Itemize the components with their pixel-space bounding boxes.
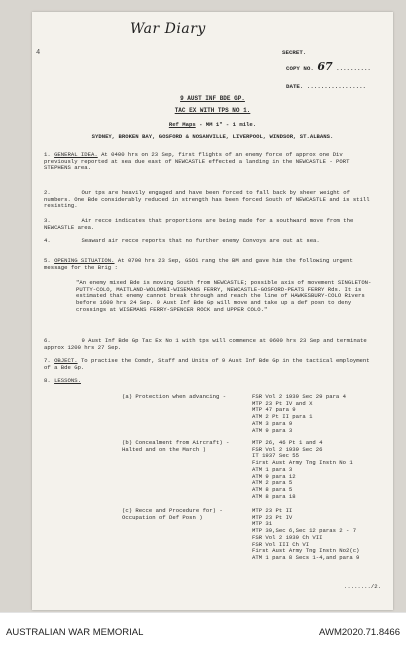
lesson-b-refs <box>252 440 353 500</box>
reference: MTP 23 Pt IV <box>252 513 293 521</box>
paragraph-title: OPENING SITUATION. <box>54 257 115 264</box>
classification-label: SECRET. <box>282 49 307 56</box>
lesson-a-refs <box>252 394 346 434</box>
date-label <box>286 84 366 91</box>
reference: ATM 2 para 5 <box>252 479 293 487</box>
paragraph-title: OBJECT. <box>54 357 78 364</box>
reference: MTP 31 <box>252 520 273 528</box>
reference: MTP 23 Pt II <box>252 507 293 514</box>
lesson-b-label: (b) Concealment from Aircraft) - Halted and on the March ) <box>122 439 230 453</box>
paragraph-number: 3. <box>44 217 51 224</box>
handwritten-title: War Diary <box>130 21 206 37</box>
reference: ATM 3 para 9 <box>252 419 293 427</box>
paragraph-text: Our tps are heavily engaged and have been forced to fall back by sheer weight of numbers. One Bde considerably reduced in strength has been forced South of NEWCASTLE and is still resisting. <box>44 189 370 210</box>
reference: ATM 2 Pt II para 1 <box>252 413 313 421</box>
copy-label-text: COPY NO. <box>286 65 314 72</box>
paragraph-number: 5. <box>44 257 51 264</box>
paragraph-title: GENERAL IDEA. <box>54 151 98 158</box>
paragraph-3 <box>44 218 374 231</box>
reference: ATM 1 para 8 Secs 1-4,and para 9 <box>252 553 360 561</box>
paragraph-number: 4. <box>44 237 51 244</box>
copy-label <box>286 60 371 73</box>
paragraph-1 <box>44 152 374 172</box>
lesson-c-refs <box>252 508 359 562</box>
copy-dots: .......... <box>336 65 371 72</box>
reference: MTP 47 para 9 <box>252 406 296 414</box>
heading-exercise: TAC EX WITH TPS NO 1. <box>174 107 251 114</box>
lesson-c-label: (c) Recce and Procedure for) - Occupation of Def Posn ) <box>122 507 223 521</box>
ref-maps-label: Ref Maps <box>168 121 196 128</box>
date-dots: ................. <box>306 83 367 90</box>
reference: FSR Vol III Ch VI <box>252 540 310 548</box>
paragraph-number: 1. <box>44 151 51 158</box>
paragraph-6 <box>44 338 374 351</box>
reference: First Aust Army Tng Instn No2(c) <box>252 547 360 555</box>
paragraph-number: 7. <box>44 357 51 364</box>
reference: FSR Vol 2 1939 Sec 29 para 4 <box>252 393 346 400</box>
copy-number: 67 <box>317 60 333 73</box>
map-sheets: SYDNEY, BROKEN BAY, GOSFORD & NOSANVILLE, LIVERPOOL, WINDSOR, ST.ALBANS. <box>91 133 334 140</box>
paragraph-2 <box>44 190 374 210</box>
reference: ATM 8 para 5 <box>252 485 293 493</box>
reference: FSR Vol 2 1939 Sec 26 <box>252 445 323 453</box>
reference: IT 1937 Sec 55 <box>252 452 299 460</box>
reference: First Aust Army Tng Instn No 1 <box>252 459 353 467</box>
reference: ATM 1 para 3 <box>252 465 293 473</box>
paragraph-5 <box>44 258 374 271</box>
reference: ATM 9 para 12 <box>252 472 296 480</box>
paragraph-text: 9 Aust Inf Bde Gp Tac Ex No 1 with tps will commence at 0600 hrs 23 Sep and terminate approx 1200 hrs 27 Sep. <box>44 337 367 351</box>
footer-institution: AUSTRALIAN WAR MEMORIAL <box>6 627 144 638</box>
heading-brigade: 9 AUST INF BDE GP. <box>180 95 245 102</box>
lesson-a-label: (a) Protection when advancing - <box>122 393 227 400</box>
urgent-message-quote: "An enemy mixed Bde is moving South from NEWCASTLE; possible axis of movement SINGLETON-PUTTY-COLO, MAITLAND-WOLOMBI-WISEMANS FERRY, NEWCASTLE-GOSFORD-PEATS FERRY Rds. It is estimated that enemy cannot break through and reach the line of HAWKESBURY-COLO Rivers before 1600 hrs 24 Sep. 9 Aust Inf Bde Gp will move and take up a def posn to deny crossings at WISEMANS FERRY-SPENCER ROCK and UPPER COLO." <box>76 279 372 313</box>
paragraph-number: 8. <box>44 377 51 384</box>
paragraph-7 <box>44 358 374 371</box>
paragraph-8 <box>44 378 374 385</box>
paragraph-text: At 0400 hrs on 23 Sep, first flights of an enemy force of approx one Div previously reported at sea due east of NEWCASTLE effected a landing in the NEWCASTLE - PORT STEPHENS area. <box>44 151 350 172</box>
paragraph-text: At 0700 hrs 23 Sep, GSO1 rang the BM and gave him the following urgent message for the Brig : <box>44 257 353 271</box>
reference: MTP 39,Sec 6,Sec 12 paras 2 - 7 <box>252 527 357 535</box>
paragraph-title: LESSONS. <box>54 377 81 384</box>
reference: MTP 23 Pt IV and X <box>252 399 313 407</box>
document-page <box>32 12 393 610</box>
footer-accession-number: AWM2020.71.8466 <box>319 627 400 638</box>
paragraph-number: 6. <box>44 337 51 344</box>
paragraph-number: 2. <box>44 189 51 196</box>
continuation-mark: ......../2. <box>344 583 381 590</box>
page-mark: 4 <box>36 49 41 57</box>
paragraph-text: To practise the Comdr, Staff and Units of 9 Aust Inf Bde Gp in the tactical employment of a Bde Gp. <box>44 357 370 371</box>
ref-maps-text: - MM 1" - 1 mile. <box>199 121 257 128</box>
reference: MTP 26, 46 Pt 1 and 4 <box>252 439 323 446</box>
ref-maps-line <box>32 122 393 129</box>
paragraph-text: Air recce indicates that proportions are being made for a southward move from the NEWCASTLE area. <box>44 217 354 231</box>
reference: FSR Vol 2 1939 Ch VII <box>252 533 323 541</box>
archive-footer <box>0 612 406 654</box>
paragraph-4 <box>44 238 374 245</box>
date-label-text: DATE. <box>286 83 304 90</box>
reference: ATM 9 para 3 <box>252 426 293 434</box>
paragraph-text: Seaward air recce reports that no further enemy Convoys are out at sea. <box>81 237 320 244</box>
reference: ATM 8 para 18 <box>252 492 296 500</box>
